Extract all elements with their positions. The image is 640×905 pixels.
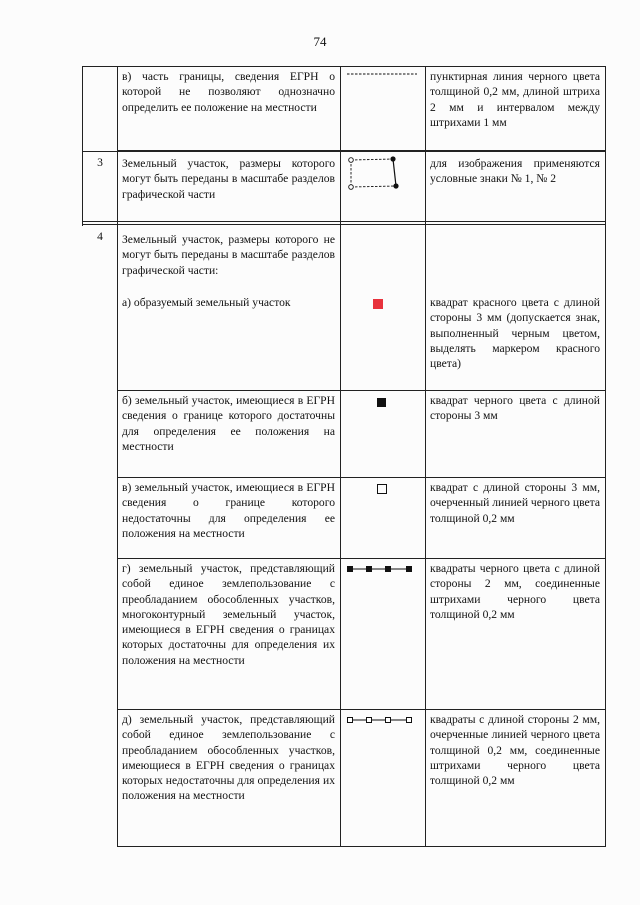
filled-black-square-symbol (377, 398, 389, 410)
row-number: 3 (97, 156, 103, 169)
row-description: д) земельный участок, представляющий собой единое землепользование с преобладанием обособленных участков, имеющиеся в ЕГРН сведения о границах которых недостаточны для определения их положения на местности (122, 713, 335, 803)
row-description: Земельный участок, размеры которого не могут быть переданы в масштабе разделов графической части: (122, 233, 335, 277)
row-description: Земельный участок, размеры которого могут быть переданы в масштабе разделов графической части (122, 157, 335, 201)
page-number: 74 (313, 34, 327, 49)
row-description: б) земельный участок, имеющиеся в ЕГРН сведения о границе которого достаточны для определения ее положения на местности (122, 394, 335, 453)
row-description: в) земельный участок, имеющиеся в ЕГРН сведения о границе которого недостаточны для определения ее положения на местности (122, 481, 335, 540)
row-number: 4 (97, 230, 103, 243)
dashed-line-symbol (345, 71, 420, 77)
row-notes: для изображения применяются условные знаки № 1, № 2 (430, 157, 600, 186)
open-square-symbol (377, 484, 389, 496)
row-notes: квадраты с длиной стороны 2 мм, очерченные линией черного цвета толщиной 0,2 мм, соединенные штрихами черного цвета толщиной 0,2 мм (430, 713, 600, 788)
row-notes: квадраты черного цвета с длиной стороны 2 мм, соединенные штрихами черного цвета толщиной 0,2 мм (430, 562, 600, 621)
row-description: г) земельный участок, представляющий собой единое землепользование с преобладанием обособленных участков, многоконтурный земельный участок, имеющиеся в ЕГРН сведения о границах которых достаточны для определения их положения на местности (122, 562, 335, 667)
row-notes: пунктирная линия черного цвета толщиной 0,2 мм, длиной штриха 2 мм и интервалом между штрихами 1 мм (430, 70, 600, 129)
filled-squares-chain-symbol (347, 564, 419, 574)
row-notes: квадрат черного цвета с длиной стороны 3 мм (430, 394, 600, 423)
open-squares-chain-symbol (347, 715, 419, 725)
row-description: в) часть границы, сведения ЕГРН о которой не позволяют однозначно определить ее положение на местности (122, 70, 335, 114)
row-sub-description: а) образуемый земельный участок (122, 296, 291, 309)
row-notes: квадрат с длиной стороны 3 мм, очерченный линией черного цвета толщиной 0,2 мм (430, 481, 600, 525)
red-square-symbol (373, 299, 385, 311)
parcel-outline-symbol (347, 156, 407, 192)
row-notes: квадрат красного цвета с длиной стороны 3 мм (допускается знак, выполненный черным цветом, выделять маркером красного цвета) (430, 296, 600, 371)
